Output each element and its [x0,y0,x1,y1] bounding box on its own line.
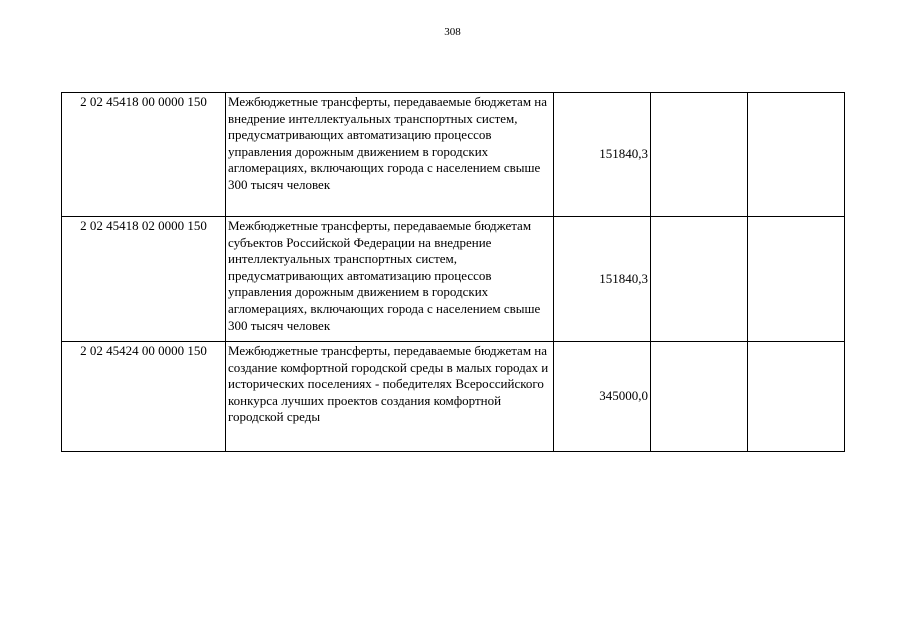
table-row [62,93,845,217]
empty-cell [651,342,748,452]
empty-cell [748,217,845,342]
empty-cell [651,217,748,342]
transfer-name-cell: Межбюджетные трансферты, передаваемые бюджетам на внедрение интеллектуальных транспортных систем, предусматривающих автоматизацию процессов управления дорожным движением в городских агломерациях, включающих города с населением свыше 300 тысяч человек [226,93,554,217]
budget-code-cell: 2 02 45418 00 0000 150 [62,93,226,217]
amount-cell: 151840,3 [554,217,651,342]
amount-cell: 151840,3 [554,93,651,217]
budget-code-cell: 2 02 45418 02 0000 150 [62,217,226,342]
empty-cell [748,93,845,217]
empty-cell [651,93,748,217]
budget-table [61,92,845,452]
page-number: 308 [444,26,461,38]
budget-code-cell: 2 02 45424 00 0000 150 [62,342,226,452]
table-row [62,342,845,452]
transfer-name-cell: Межбюджетные трансферты, передаваемые бюджетам на создание комфортной городской среды в малых городах и исторических поселениях - победителях Всероссийского конкурса лучших проектов создания комфортной городской среды [226,342,554,452]
amount-cell: 345000,0 [554,342,651,452]
transfer-name-cell: Межбюджетные трансферты, передаваемые бюджетам субъектов Российской Федерации на внедрение интеллектуальных транспортных систем, предусматривающих автоматизацию процессов управления дорожным движением в городских агломерациях, включающих города с населением свыше 300 тысяч человек [226,217,554,342]
table-row [62,217,845,342]
empty-cell [748,342,845,452]
